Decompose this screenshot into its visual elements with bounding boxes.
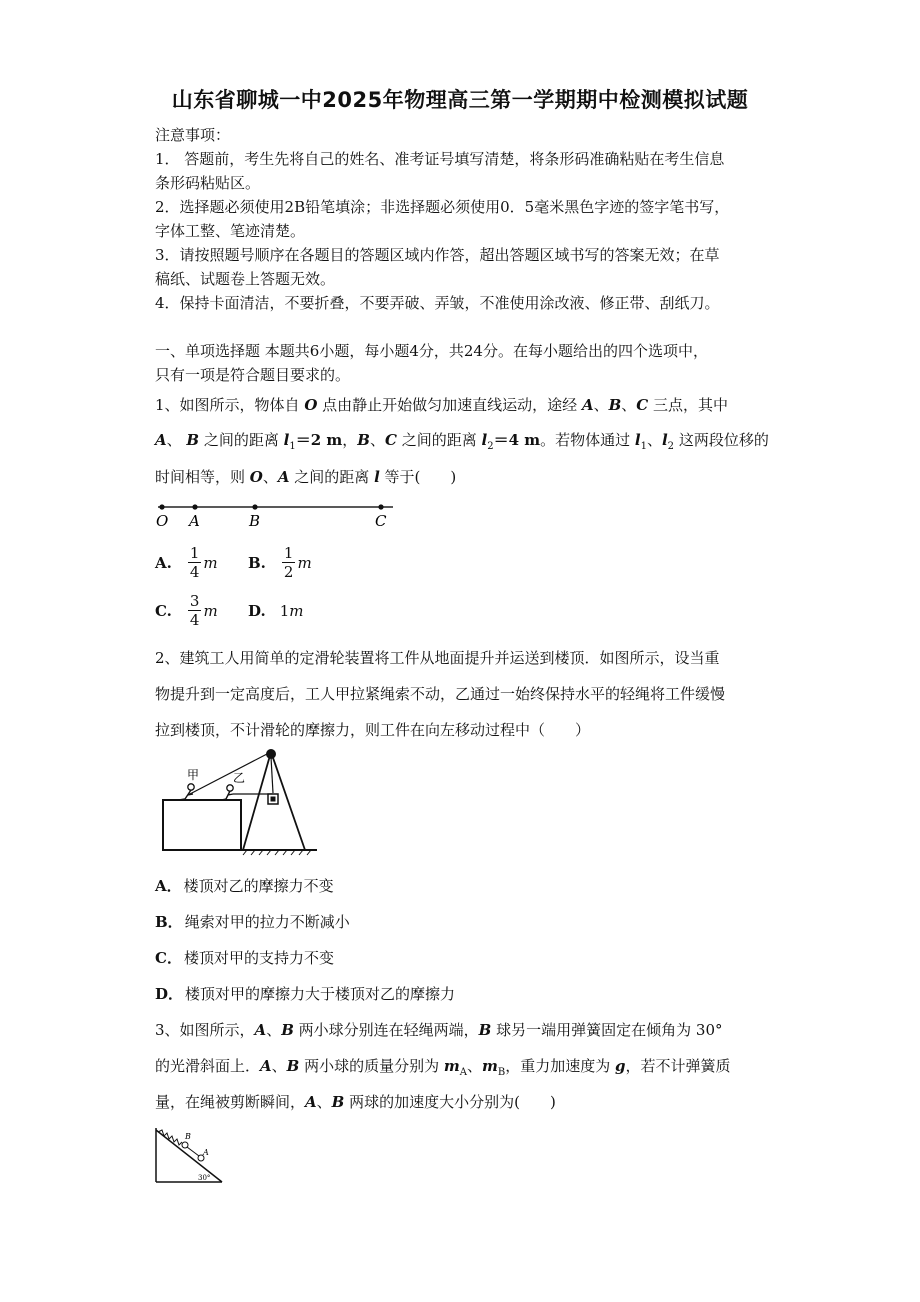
notice-line: 字体工整、笔迹清楚。 bbox=[155, 222, 306, 240]
q3-incline-figure bbox=[152, 1124, 228, 1186]
q3-line-3: 量，在绳被剪断瞬间，A、B 两球的加速度大小分别为( ) bbox=[155, 1093, 556, 1111]
page-title: 山东省聊城一中2025年物理高三第一学期期中检测模拟试题 bbox=[171, 88, 749, 112]
q1-option-c[interactable]: C. $\frac{3}{4}$ m bbox=[155, 592, 218, 629]
q3-line-2: 的光滑斜面上．A、B 两小球的质量分别为 $m_A$、$m_B$，重力加速度为 g，若不计弹簧质 bbox=[155, 1057, 731, 1078]
rope bbox=[187, 1147, 199, 1156]
q1-line-3: 时间相等，则 O、A 之间的距离 l 等于( ) bbox=[155, 468, 457, 486]
label-angle: 30° bbox=[198, 1174, 211, 1182]
label-o: O bbox=[156, 512, 169, 530]
fraction: $\frac{1}{2}$ bbox=[283, 544, 294, 581]
fraction: $\frac{3}{4}$ bbox=[189, 592, 200, 629]
q2-pulley-figure bbox=[155, 745, 325, 857]
label-b: B bbox=[185, 1132, 191, 1141]
notice-line: 稿纸、试题卷上答题无效。 bbox=[155, 270, 336, 288]
worker-jia-icon bbox=[179, 784, 194, 800]
section-heading: 一、单项选择题 本题共6小题，每小题4分，共24分。在每小题给出的四个选项中， bbox=[155, 342, 708, 360]
q1-line-figure bbox=[150, 497, 400, 531]
label-b: B bbox=[249, 512, 261, 530]
section-heading-cont: 只有一项是符合题目要求的。 bbox=[155, 366, 351, 384]
q2-line-1: 2、建筑工人用简单的定滑轮装置将工件从地面提升并运送到楼顶．如图所示，设当重 bbox=[155, 649, 720, 667]
q1-option-a[interactable]: A. $\frac{1}{4}$ m bbox=[155, 544, 218, 581]
label-jia: 甲 bbox=[187, 768, 200, 782]
q2-line-3: 拉到楼顶，不计滑轮的摩擦力，则工件在向左移动过程中（ ） bbox=[155, 721, 591, 739]
rope-to-load bbox=[271, 757, 273, 793]
notice-line: 2．选择题必须使用2B铅笔填涂；非选择题必须使用0．5毫米黑色字迹的签字笔书写， bbox=[155, 198, 730, 216]
label-c: C bbox=[375, 512, 387, 530]
q1-line-1: 1、如图所示，物体自 O 点由静止开始做匀加速直线运动，途经 A、B、C 三点，其中 bbox=[155, 396, 729, 414]
q1-option-b[interactable]: B. $\frac{1}{2}$ m bbox=[248, 544, 312, 581]
notice-line: 3．请按照题号顺序在各题目的答题区域内作答，超出答题区域书写的答案无效；在草 bbox=[155, 246, 720, 264]
q2-option-d[interactable]: D． 楼顶对甲的摩擦力大于楼顶对乙的摩擦力 bbox=[155, 985, 456, 1003]
q2-option-b[interactable]: B． 绳索对甲的拉力不断减小 bbox=[155, 913, 350, 931]
label-a: A bbox=[189, 512, 200, 530]
point-b bbox=[252, 504, 257, 509]
worker-yi-icon bbox=[221, 785, 233, 800]
point-o bbox=[159, 504, 164, 509]
notice-line: 1． 答题前，考生先将自己的姓名、准考证号填写清楚，将条形码准确粘贴在考生信息 bbox=[155, 150, 725, 168]
fraction: $\frac{1}{4}$ bbox=[189, 544, 200, 581]
q1-line-2: A、 B 之间的距离 $l_1=2$ m，B、C 之间的距离 $l_2=4$ m。若物体通过 $l_1$、$l_2$ 这两段位移的 bbox=[155, 431, 769, 452]
building bbox=[163, 800, 241, 850]
q2-line-2: 物提升到一定高度后，工人甲拉紧绳索不动，乙通过一始终保持水平的轻绳将工件缓慢 bbox=[155, 685, 726, 703]
spring bbox=[158, 1130, 182, 1145]
q3-line-1: 3、如图所示，A、B 两小球分别连在轻绳两端，B 球另一端用弹簧固定在倾角为 30° bbox=[155, 1021, 723, 1039]
notice-line: 4．保持卡面清洁，不要折叠，不要弄破、弄皱，不准使用涂改液、修正带、刮纸刀。 bbox=[155, 294, 720, 312]
q2-option-c[interactable]: C． 楼顶对甲的支持力不变 bbox=[155, 949, 334, 967]
load-mark bbox=[271, 797, 276, 802]
point-a bbox=[192, 504, 197, 509]
point-c bbox=[378, 504, 383, 509]
notice-heading: 注意事项： bbox=[155, 126, 231, 144]
label-yi: 乙 bbox=[233, 771, 246, 785]
q2-option-a[interactable]: A． 楼顶对乙的摩擦力不变 bbox=[155, 877, 334, 895]
label-a: A bbox=[203, 1148, 209, 1157]
q1-option-d[interactable]: D. 1 m bbox=[248, 602, 304, 620]
frame-leg-left bbox=[243, 752, 271, 850]
notice-line: 条形码粘贴区。 bbox=[155, 174, 261, 192]
